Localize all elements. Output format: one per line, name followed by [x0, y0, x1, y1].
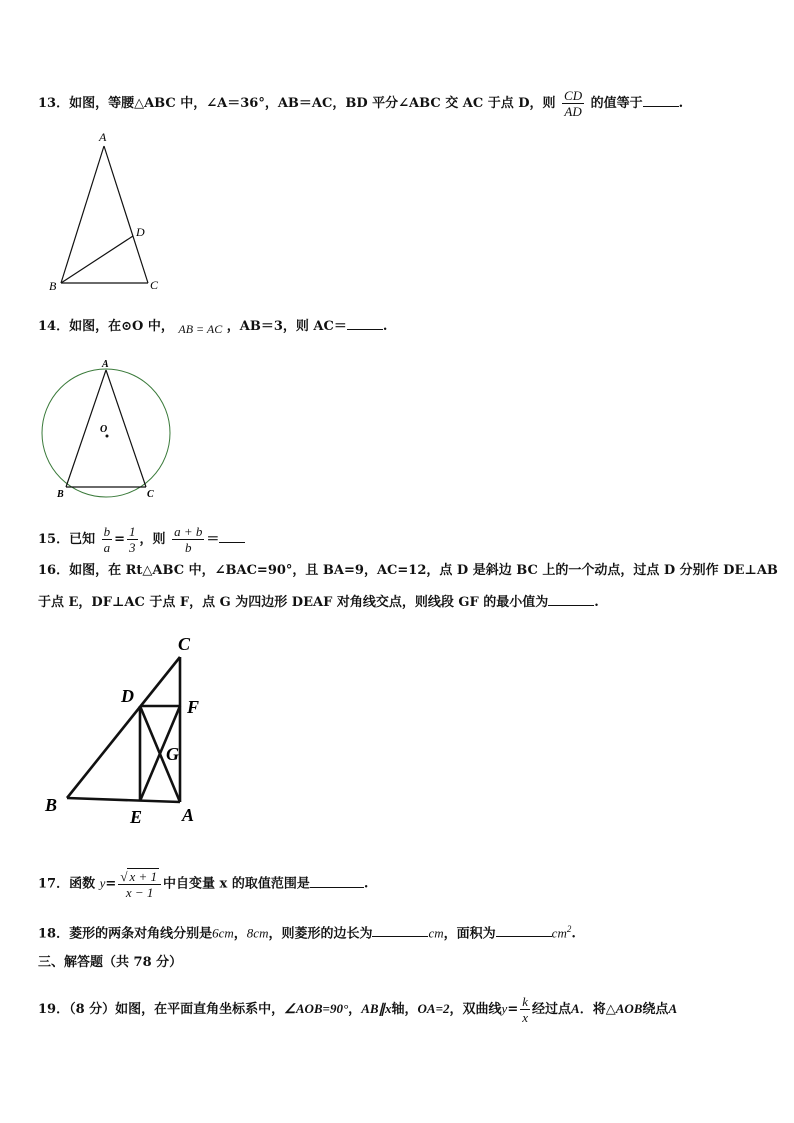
q19-text-c: 轴， [391, 1002, 418, 1017]
q15-eq: = [114, 532, 126, 547]
q18-line [38, 920, 576, 943]
q15-fraction-3 [172, 524, 204, 555]
q16-label-a: A [182, 805, 195, 825]
q13-line [38, 88, 683, 119]
q17-frac-den: x − 1 [125, 885, 154, 900]
q17-answer-blank[interactable] [310, 875, 364, 888]
section-3-heading: 三、解答题（共 78 分） [38, 955, 183, 970]
q15-f1-den: a [103, 540, 111, 555]
q18-unit-sup: 2 [566, 924, 572, 934]
q18-diag-2: 8cm [246, 925, 269, 941]
q16-diagonal-da [140, 706, 180, 802]
q15-fraction-1 [102, 524, 113, 555]
q16-number: 16 [38, 563, 57, 578]
q19-fraction [520, 994, 530, 1025]
q14-label-b: B [57, 489, 64, 500]
q18-text-a: ．菱形的两条对角线分别是 [56, 926, 213, 942]
q16-label-g: G [166, 744, 179, 764]
q15-f2-den: 3 [129, 540, 136, 555]
q15-fraction-2 [127, 524, 138, 555]
q19-frac-den: x [522, 1010, 528, 1025]
q17-fraction [118, 868, 161, 900]
q16-line2-text: 于点 E，DF⊥AC 于点 F，点 G 为四边形 DEAF 对角线交点，则线段 GF 的最小值为 [38, 595, 549, 610]
q19-text-e: 经过点 [532, 1002, 572, 1017]
q19-text-b: ， [348, 1002, 362, 1017]
q16-label-d: D [121, 686, 134, 706]
q19-point-2: A [668, 1001, 678, 1016]
q16-label-e: E [130, 807, 143, 827]
q16-label-f: F [187, 697, 200, 717]
q16-side-bc [67, 657, 180, 798]
q19-number: 19 [38, 1002, 57, 1017]
q18-end: . [571, 926, 576, 942]
q14-circle [42, 369, 170, 497]
q14-line [38, 317, 387, 336]
q16-label-c: C [178, 634, 191, 654]
q13-text-b: 的值等于 [590, 96, 643, 111]
q13-fraction [562, 88, 584, 119]
q16-line-2 [38, 593, 599, 612]
q18-unit-1: cm [428, 925, 444, 941]
q18-unit-2: cm [551, 925, 567, 941]
q19-parallel: AB∥x [361, 1001, 392, 1016]
q17-end: . [363, 876, 369, 892]
q16-end: . [594, 595, 599, 610]
q14-label-a: A [102, 359, 109, 370]
q13-text-a: ．如图，等腰△ABC 中，∠A＝36°，AB＝AC，BD 平分∠ABC 交 AC 于点 D，则 [56, 96, 556, 111]
q13-frac-num: CD [564, 88, 583, 103]
q18-area-blank[interactable] [496, 924, 552, 937]
q17-line [38, 868, 368, 900]
q19-text-f: ．将△ [579, 1002, 616, 1017]
q17-number: 17 [38, 876, 57, 892]
q19-text-g: 绕点 [642, 1002, 669, 1017]
q14-label-c: C [147, 489, 154, 500]
q19-triangle: AOB [615, 1001, 643, 1016]
q13-label-c: C [150, 278, 159, 292]
q17-text-a: ．函数 [56, 876, 96, 892]
q19-y: y [501, 1001, 508, 1016]
q14-end: . [382, 319, 388, 334]
q19-frac-num: k [522, 994, 528, 1009]
q14-center-dot [106, 435, 109, 438]
q14-answer-blank[interactable] [347, 317, 383, 330]
q15-text-b: ，则 [139, 532, 166, 547]
q19-line [38, 994, 677, 1025]
q19-oa: OA=2 [417, 1001, 450, 1016]
q15-line [38, 524, 245, 555]
q18-number: 18 [38, 926, 57, 942]
q18-text-b: ，则菱形的边长为 [268, 926, 373, 942]
q13-label-a: A [99, 130, 107, 144]
q14-arc-equality: AB = AC [178, 322, 223, 336]
q18-text-c: ，面积为 [443, 926, 496, 942]
q15-answer-blank[interactable] [219, 530, 245, 543]
q16-line1-text: ．如图，在 Rt△ABC 中，∠BAC=90°，且 BA=9，AC=12，点 D 是斜边 BC 上的一个动点，过点 D 分别作 DE⊥AB [56, 563, 778, 578]
q15-f1-num: b [103, 524, 111, 539]
q14-text-b: ，AB＝3，则 AC＝ [226, 319, 347, 334]
q19-text-a: ．（8 分）如图，在平面直角坐标系中， [56, 1002, 285, 1017]
q19-point: A [571, 1001, 580, 1016]
q16-diagonal-ef [140, 706, 180, 801]
q15-text-c: ＝ [206, 532, 220, 547]
q15-f3-den: b [184, 540, 192, 555]
q16-label-b: B [45, 795, 58, 815]
q14-number: 14 [38, 319, 57, 334]
q15-f3-num: a + b [174, 524, 203, 539]
q15-number: 15 [38, 532, 57, 547]
q17-text-b: 中自变量 x 的取值范围是 [163, 876, 310, 892]
q14-label-o: O [100, 424, 108, 435]
q16-side-ba [67, 798, 180, 802]
q18-sep: ， [233, 926, 247, 942]
q17-frac-num: √ x + 1 [118, 868, 161, 885]
q13-end: . [678, 96, 684, 111]
q18-side-blank[interactable] [372, 924, 428, 937]
q17-y: y [99, 875, 106, 891]
q13-side-ac [104, 146, 148, 283]
q15-text-a: ．已知 [56, 532, 96, 547]
q13-side-ab [61, 146, 104, 283]
q14-text-a: ．如图，在⊙O 中， [56, 319, 174, 334]
q13-label-d: D [136, 225, 145, 239]
q16-answer-blank[interactable] [548, 593, 594, 606]
q17-eq: = [105, 876, 117, 892]
q16-line-1 [38, 562, 778, 580]
q19-eq: = [507, 1002, 519, 1017]
q13-number: 13 [38, 96, 57, 111]
q13-frac-den: AD [564, 104, 582, 119]
q13-label-b: B [49, 279, 57, 293]
q15-f2-num: 1 [129, 524, 136, 539]
q19-angle: ∠AOB=90° [284, 1001, 349, 1016]
q19-text-d: ，双曲线 [449, 1002, 502, 1017]
q13-answer-blank[interactable] [643, 94, 679, 107]
q18-diag-1: 6cm [212, 925, 234, 941]
q13-segment-bd [61, 236, 133, 283]
q17-sqrt-arg: x + 1 [129, 869, 158, 884]
